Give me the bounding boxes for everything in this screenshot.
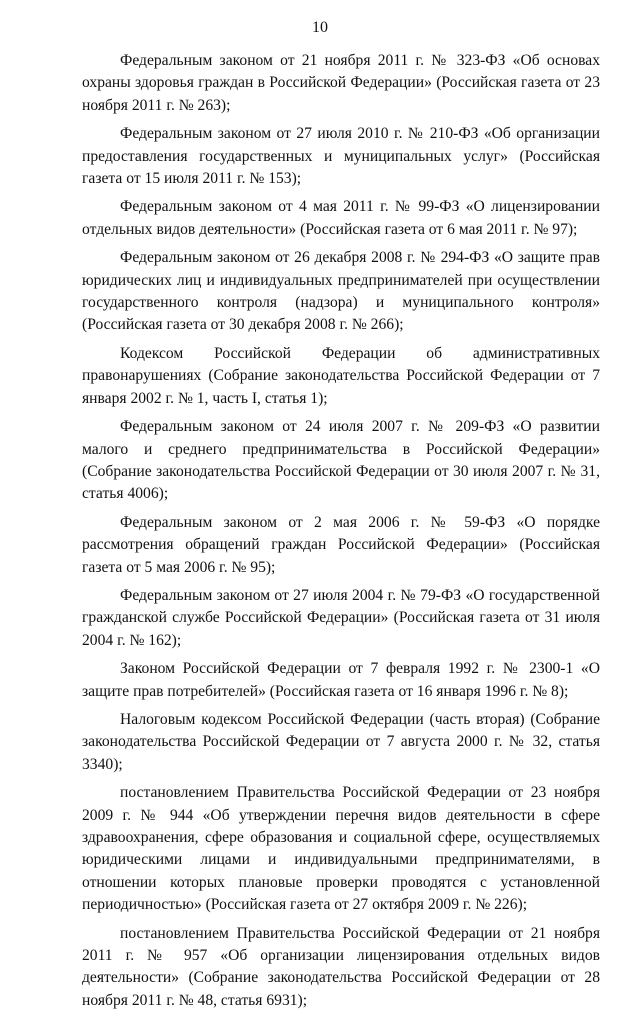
paragraph: постановлением Правительства Российской Федерации от 21 ноября 2011 г. № 957 «Об организации лицензирования отдельных видов деятельности» (Собрание законодательства Российской Федерации от 28 ноября 2011 г. № 48, статья 6931); [82, 924, 600, 1009]
paragraph: Федеральным законом от 24 июля 2007 г. № 209-ФЗ «О развитии малого и среднего предпринимательства в Российской Федерации» (Собрание законодательства Российской Федерации от 30 июля 2007 г. № 31, статья 4006); [82, 418, 600, 503]
paragraph: Кодексом Российской Федерации об административных правонарушениях (Собрание законодательства Российской Федерации от 7 января 2002 г. № 1, часть I, статья 1); [82, 344, 600, 407]
paragraph: Федеральным законом от 27 июля 2004 г. № 79-ФЗ «О государственной гражданской службе Российской Федерации» (Российская газета от 31 июля 2004 г. № 162); [82, 586, 600, 649]
paragraph: Федеральным законом от 27 июля 2010 г. № 210-ФЗ «Об организации предоставления государственных и муниципальных услуг» (Российская газета от 15 июля 2011 г. № 153); [82, 125, 600, 188]
paragraph: постановлением Правительства Российской Федерации от 23 ноября 2009 г. № 944 «Об утверждении перечня видов деятельности в сфере здравоохранения, сфере образования и социальной сфере, осуществляемых юридическими лицами и индивидуальными предпринимателями, в отношении которых плановые проверки проводятся с установленной периодичностью» (Российская газета от 27 октября 2009 г. № 226); [82, 784, 600, 914]
paragraph: Налоговым кодексом Российской Федерации (часть вторая) (Собрание законодательства Российской Федерации от 7 августа 2000 г. № 32, статья 3340); [82, 710, 600, 773]
page-number: 10 [312, 19, 328, 36]
paragraph: Федеральным законом от 4 мая 2011 г. № 99-ФЗ «О лицензировании отдельных видов деятельности» (Российская газета от 6 мая 2011 г. № 97); [82, 198, 600, 238]
document-body [82, 50, 600, 1018]
paragraph: Законом Российской Федерации от 7 февраля 1992 г. № 2300-1 «О защите прав потребителей» (Российская газета от 16 января 1996 г. № 8); [82, 660, 600, 700]
paragraph: Федеральным законом от 26 декабря 2008 г. № 294-ФЗ «О защите прав юридических лиц и индивидуальных предпринимателей при осуществлении государственного контроля (надзора) и муниципального контроля» (Российская газета от 30 декабря 2008 г. № 266); [82, 249, 600, 334]
paragraph: Федеральным законом от 21 ноября 2011 г. № 323-ФЗ «Об основах охраны здоровья граждан в Российской Федерации» (Российская газета от 23 ноября 2011 г. № 263); [82, 52, 600, 114]
paragraph: Федеральным законом от 2 мая 2006 г. № 59-ФЗ «О порядке рассмотрения обращений граждан Российской Федерации» (Российская газета от 5 мая 2006 г. № 95); [82, 513, 600, 576]
